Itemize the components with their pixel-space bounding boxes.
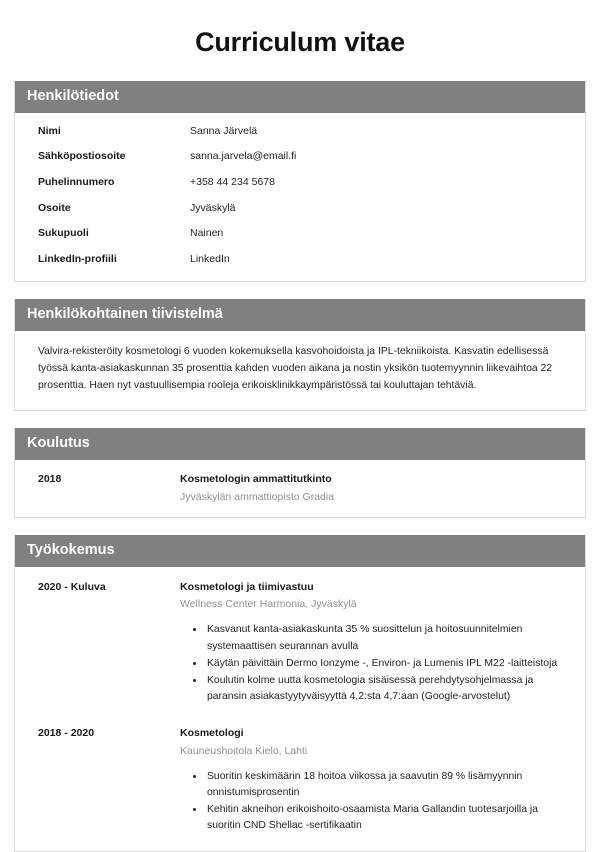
experience-entry — [28, 726, 572, 835]
personal-information-body — [15, 113, 585, 282]
section-education — [14, 428, 586, 517]
list-item: • Suoritin keskimäärin 18 hoitoa viikossa ja saavutin 89 % lisämyynnin onnistumisprosentin — [205, 769, 572, 801]
table-row — [28, 125, 572, 151]
education-body — [15, 460, 585, 517]
info-value: +358 44 234 5678 — [190, 175, 275, 188]
education-entry-title: Kosmetologin ammattitutkinto — [180, 473, 332, 486]
education-entry-institution: Jyväskylän ammattiopisto Gradia — [180, 490, 335, 503]
list-item: • Kehitin akneihon erikoishoito-osaamista Maria Gallandin tuotesarjoilla ja suoritin CND Shellac -sertifikaatin — [205, 802, 572, 834]
experience-entry-date: 2020 - Kuluva — [38, 580, 106, 593]
section-header-work-experience: Työkokemus — [15, 535, 585, 567]
info-label: Sähköpostiosoite — [38, 150, 126, 163]
section-personal-information — [14, 81, 586, 282]
experience-entry-employer: Kauneushoitola Kielo, Lahti — [180, 744, 308, 757]
page-title: Curriculum vitae — [195, 27, 405, 57]
personal-summary-body — [15, 331, 585, 411]
experience-entry-bullets — [180, 622, 572, 705]
info-label: Sukupuoli — [38, 227, 89, 240]
info-label: Nimi — [38, 124, 61, 137]
personal-information-table — [28, 125, 572, 268]
education-entry-main — [180, 473, 572, 504]
list-item: • Kasvanut kanta-asiakaskunta 35 % suosittelun ja hoitosuunnitelmien systemaattisen seurannan avulla — [205, 622, 572, 654]
table-row — [28, 202, 572, 228]
experience-entry-employer: Wellness Center Harmonia, Jyväskylä — [180, 598, 357, 611]
info-value: sanna.jarvela@email.fi — [190, 150, 297, 163]
personal-information-rows — [28, 125, 572, 268]
experience-entry-main — [180, 581, 572, 706]
info-label: LinkedIn-profiili — [38, 252, 117, 265]
info-value: Jyväskylä — [190, 201, 236, 214]
experience-entry-date: 2018 - 2020 — [38, 727, 95, 740]
experience-entry-bullets — [180, 769, 572, 835]
education-entry-date: 2018 — [38, 473, 62, 486]
table-row — [28, 227, 572, 253]
table-row — [28, 150, 572, 176]
info-value: Sanna Järvelä — [190, 124, 258, 137]
section-work-experience — [14, 535, 586, 852]
section-header-personal-information: Henkilötiedot — [15, 81, 585, 113]
table-row — [28, 176, 572, 202]
list-item: • Koulutin kolme uutta kosmetologia sisäisessä perehdytysohjelmassa ja paransin asiakastyytyväisyyttä 4,2:sta 4,7:aan (Google-arvostelut) — [205, 673, 572, 705]
experience-entry-title: Kosmetologi — [180, 727, 244, 740]
education-entry — [28, 472, 572, 504]
linkedin-profile-value[interactable]: LinkedIn — [190, 252, 230, 265]
info-value: Nainen — [190, 227, 224, 240]
info-label: Osoite — [38, 201, 71, 214]
personal-summary-text: Valvira-rekisteröity kosmetologi 6 vuoden kokemuksella kasvohoidoista ja IPL-tekniikoista. Kasvatin edellisessä työssä kanta-asiakaskunnan 35 prosenttia kahden vuoden aikana ja nostin yksikön tuotemyynnin liikevaihtoa 22 prosenttia. Haen nyt vastuullisempia rooleja erikoisklinikkaympäristössä tai kouluttajan tehtäviä. — [38, 345, 553, 391]
experience-entry-main — [180, 727, 572, 835]
section-personal-summary — [14, 299, 586, 411]
section-header-education: Koulutus — [15, 428, 585, 460]
info-label: Puhelinnumero — [38, 175, 115, 188]
table-row — [28, 253, 572, 268]
work-experience-body — [15, 567, 585, 852]
experience-entry — [28, 580, 572, 706]
list-item: • Käytän päivittäin Dermo Ionzyme -, Environ- ja Lumenis IPL M22 -laitteistoja — [205, 656, 572, 672]
experience-entry-title: Kosmetologi ja tiimivastuu — [180, 580, 314, 593]
section-header-personal-summary: Henkilökohtainen tiivistelmä — [15, 299, 585, 331]
